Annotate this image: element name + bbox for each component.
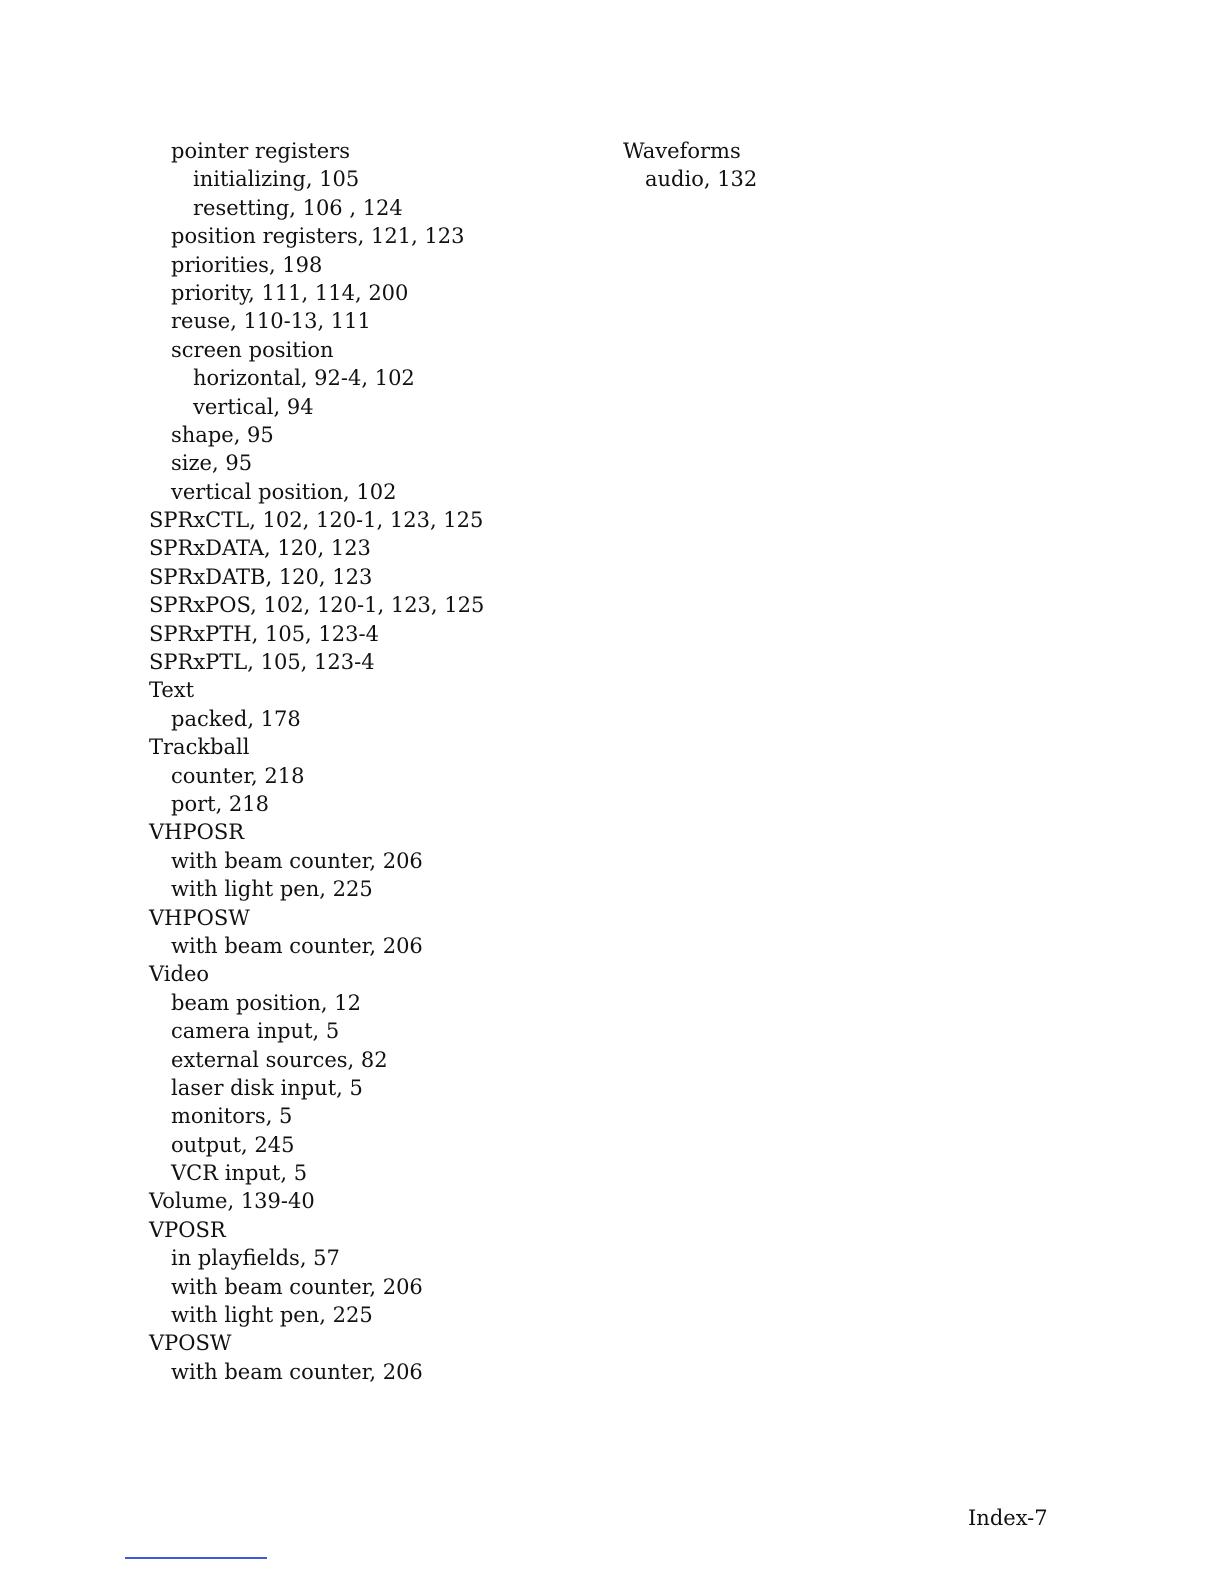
index-subentry: with beam counter, 206: [171, 1359, 423, 1384]
index-subentry: beam position, 12: [171, 990, 361, 1015]
index-subentry: with light pen, 225: [171, 877, 373, 902]
index-heading: Trackball: [149, 735, 250, 760]
index-subentry: camera input, 5: [171, 1019, 340, 1044]
index-heading: Waveforms: [623, 139, 741, 163]
index-heading: VHPOSR: [149, 820, 245, 845]
index-subentry: horizontal, 92-4, 102: [193, 366, 415, 391]
index-heading: VPOSW: [149, 1331, 232, 1356]
index-subentry: shape, 95: [171, 422, 274, 447]
index-heading: SPRxDATB, 120, 123: [149, 564, 373, 589]
index-column-right: [623, 137, 1023, 194]
index-heading: VPOSR: [149, 1217, 226, 1242]
index-subentry: external sources, 82: [171, 1047, 388, 1072]
index-heading: SPRxCTL, 102, 120-1, 123, 125: [149, 508, 484, 533]
index-subentry: with beam counter, 206: [171, 933, 423, 958]
index-subentry: output, 245: [171, 1132, 295, 1157]
index-subentry: vertical, 94: [193, 394, 314, 419]
index-heading: VHPOSW: [149, 905, 250, 930]
index-subentry: port, 218: [171, 791, 269, 816]
index-subentry: laser disk input, 5: [171, 1075, 363, 1100]
index-subentry: with beam counter, 206: [171, 1274, 423, 1299]
index-subentry: resetting, 106 , 124: [193, 195, 403, 220]
index-subentry: pointer registers: [171, 139, 350, 163]
index-subentry: vertical position, 102: [171, 479, 397, 504]
index-subentry: size, 95: [171, 451, 253, 476]
index-heading: Text: [149, 678, 195, 703]
index-subentry: in playfields, 57: [171, 1246, 340, 1271]
index-heading: SPRxPOS, 102, 120-1, 123, 125: [149, 593, 485, 618]
index-subentry: initializing, 105: [193, 167, 360, 192]
page-number: Index-7: [968, 1506, 1048, 1530]
footer-divider: [125, 1557, 267, 1559]
index-subentry: VCR input, 5: [171, 1161, 308, 1186]
index-subentry: counter, 218: [171, 763, 305, 788]
index-heading: SPRxPTH, 105, 123-4: [149, 621, 379, 646]
index-heading: Volume, 139-40: [149, 1189, 315, 1214]
index-subentry: reuse, 110-13, 111: [171, 309, 371, 334]
index-subentry: priority, 111, 114, 200: [171, 280, 409, 305]
index-subentry: audio, 132: [645, 167, 758, 192]
index-heading: SPRxPTL, 105, 123-4: [149, 650, 375, 675]
index-subentry: packed, 178: [171, 706, 301, 731]
index-heading: SPRxDATA, 120, 123: [149, 536, 371, 561]
index-column-left: [149, 137, 609, 1386]
index-subentry: screen position: [171, 337, 334, 362]
index-subentry: position registers, 121, 123: [171, 224, 465, 249]
index-subentry: with beam counter, 206: [171, 848, 423, 873]
index-subentry: monitors, 5: [171, 1104, 293, 1129]
index-heading: Video: [149, 962, 210, 987]
index-subentry: with light pen, 225: [171, 1303, 373, 1328]
index-subentry: priorities, 198: [171, 252, 323, 277]
